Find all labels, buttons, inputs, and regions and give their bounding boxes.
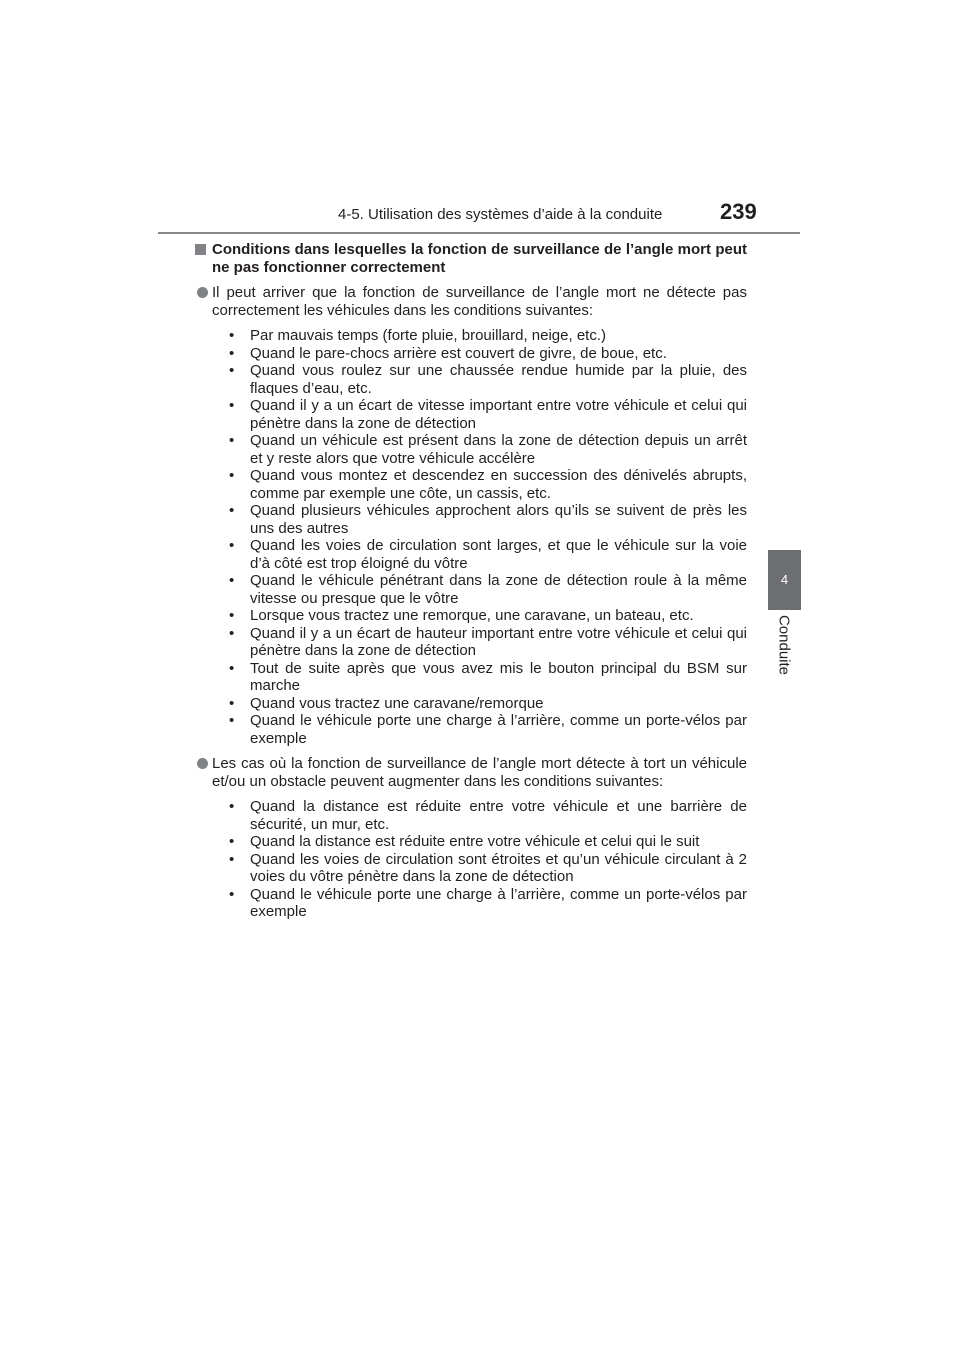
list-item: • Quand le pare-chocs arrière est couvert de givre, de boue, etc. [229, 344, 667, 362]
circle-bullet-icon [197, 758, 208, 769]
dot-bullet-icon: • [229, 624, 235, 642]
condition-list [212, 327, 747, 747]
condition-item [212, 755, 747, 790]
dot-bullet-icon: • [229, 885, 235, 903]
list-item: • Lorsque vous tractez une remorque, une caravane, un bateau, etc. [229, 607, 694, 624]
list-item: • Quand le véhicule porte une charge à l’arrière, comme un porte-vélos par exemple [229, 712, 747, 747]
dot-bullet-icon: • [229, 344, 235, 362]
list-item: • Quand la distance est réduite entre votre véhicule et celui qui le suit [229, 833, 700, 850]
dot-bullet-icon: • [229, 694, 235, 712]
header-divider [158, 232, 800, 234]
condition-item [212, 284, 747, 319]
list-item: • Quand le véhicule porte une charge à l’arrière, comme un porte-vélos par exemple [229, 885, 747, 920]
dot-bullet-icon: • [229, 850, 235, 868]
page-number: 239 [720, 199, 757, 224]
condition-list [212, 798, 747, 921]
list-item: • Quand vous tractez une caravane/remorque [229, 694, 544, 712]
chapter-label: Conduite [775, 614, 793, 676]
list-item: • Quand les voies de circulation sont étroites et qu’un véhicule circulant à 2 voies du vôtre pénètre dans la zone de détection [229, 850, 747, 885]
chapter-tab: 4 [768, 550, 801, 610]
list-item: • Quand le véhicule pénétrant dans la zone de détection roule à la même vitesse ou presque que le vôtre [229, 572, 747, 607]
dot-bullet-icon: • [229, 362, 235, 379]
list-item: • Quand vous montez et descendez en succession des dénivelés abrupts, comme par exemple une côte, un cassis, etc. [229, 467, 747, 502]
dot-bullet-icon: • [229, 712, 235, 729]
dot-bullet-icon: • [229, 537, 235, 554]
dot-bullet-icon: • [229, 327, 235, 344]
dot-bullet-icon: • [229, 502, 235, 519]
dot-bullet-icon: • [229, 607, 235, 624]
condition-text: Il peut arriver que la fonction de surveillance de l’angle mort ne détecte pas correctement les véhicules dans les conditions suivantes: [212, 284, 747, 319]
section-heading [212, 241, 747, 276]
list-item: • Quand un véhicule est présent dans la zone de détection depuis un arrêt et y reste alors que votre véhicule accélère [229, 432, 747, 467]
list-item: • Quand il y a un écart de hauteur important entre votre véhicule et celui qui pénètre dans la zone de détection [229, 624, 747, 659]
dot-bullet-icon: • [229, 467, 235, 484]
dot-bullet-icon: • [229, 572, 235, 589]
list-item: • Par mauvais temps (forte pluie, brouillard, neige, etc.) [229, 327, 606, 344]
dot-bullet-icon: • [229, 432, 235, 449]
condition-text: Les cas où la fonction de surveillance de l’angle mort détecte à tort un véhicule et/ou un obstacle peuvent augmenter dans les conditions suivantes: [212, 755, 747, 790]
list-item: • Quand il y a un écart de vitesse important entre votre véhicule et celui qui pénètre dans la zone de détection [229, 397, 747, 432]
dot-bullet-icon: • [229, 798, 235, 815]
section-title: 4-5. Utilisation des systèmes d’aide à la conduite [338, 206, 663, 223]
list-item: • Quand la distance est réduite entre votre véhicule et une barrière de sécurité, un mur, etc. [229, 798, 747, 833]
page-content [212, 241, 747, 929]
square-bullet-icon [195, 244, 206, 255]
list-item: • Tout de suite après que vous avez mis le bouton principal du BSM sur marche [229, 659, 747, 694]
dot-bullet-icon: • [229, 833, 235, 850]
dot-bullet-icon: • [229, 397, 235, 414]
list-item: • Quand vous roulez sur une chaussée rendue humide par la pluie, des flaques d’eau, etc. [229, 362, 747, 397]
circle-bullet-icon [197, 287, 208, 298]
dot-bullet-icon: • [229, 659, 235, 677]
list-item: • Quand plusieurs véhicules approchent alors qu’ils se suivent de près les uns des autres [229, 502, 747, 537]
heading-text: Conditions dans lesquelles la fonction de surveillance de l’angle mort peut ne pas fonctionner correctement [212, 241, 747, 276]
list-item: • Quand les voies de circulation sont larges, et que le véhicule sur la voie d’à côté est trop éloigné du vôtre [229, 537, 747, 572]
